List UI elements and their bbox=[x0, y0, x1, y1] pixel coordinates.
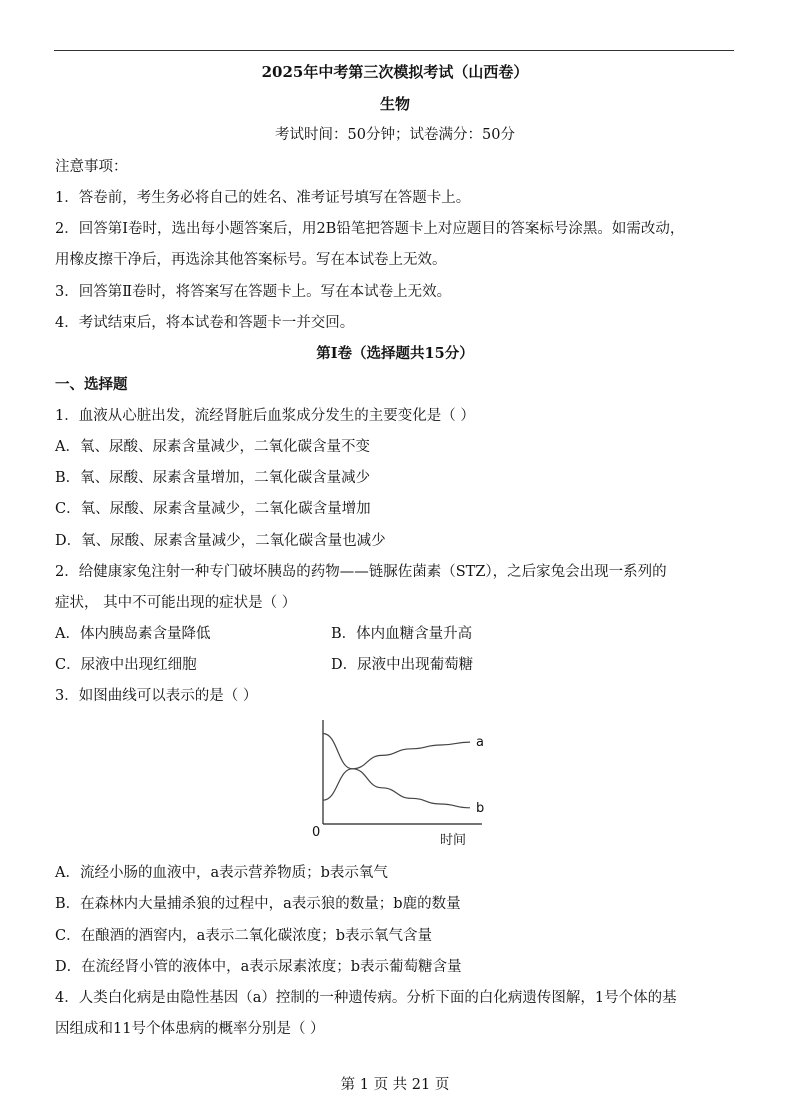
q1-option-a: A．氧、尿酸、尿素含量减少，二氧化碳含量不变 bbox=[55, 439, 370, 455]
q3-option-c: C．在酿酒的酒窖内，a表示二氧化碳浓度；b表示氧气含量 bbox=[55, 928, 433, 944]
q2-stem-cont: 症状， 其中不可能出现的症状是（ ） bbox=[55, 595, 297, 611]
note-item-1: 1．答卷前，考生务必将自己的姓名、准考证号填写在答题卡上。 bbox=[55, 190, 471, 206]
note-item-2: 2．回答第Ⅰ卷时，选出每小题答案后，用2B铅笔把答题卡上对应题目的答案标号涂黑。如需改动， bbox=[55, 221, 685, 237]
series-a-curve bbox=[323, 742, 470, 800]
note-item-3: 3．回答第Ⅱ卷时，将答案写在答题卡上。写在本试卷上无效。 bbox=[55, 284, 452, 300]
note-item-4: 4．考试结束后，将本试卷和答题卡一并交回。 bbox=[55, 315, 355, 331]
exam-info: 考试时间：50分钟；试卷满分：50分 bbox=[275, 127, 515, 143]
q1-option-b: B．氧、尿酸、尿素含量增加，二氧化碳含量减少 bbox=[55, 470, 371, 486]
q1-option-c: C．氧、尿酸、尿素含量减少，二氧化碳含量增加 bbox=[55, 501, 371, 517]
q3-option-d: D．在流经肾小管的液体中，a表示尿素浓度；b表示葡萄糖含量 bbox=[55, 959, 462, 975]
q4-stem-cont: 因组成和11号个体患病的概率分别是（ ） bbox=[55, 1021, 325, 1037]
q3-stem: 3．如图曲线可以表示的是（ ） bbox=[55, 688, 258, 704]
x-axis-label: 时间 bbox=[440, 833, 467, 848]
q2-option-a: A．体内胰岛素含量降低 bbox=[55, 626, 211, 642]
series-a-label: a bbox=[476, 735, 484, 751]
exam-title: 2025年中考第三次模拟考试（山西卷） bbox=[261, 63, 529, 81]
note-item-2-cont: 用橡皮擦干净后，再选涂其他答案标号。写在本试卷上无效。 bbox=[55, 252, 447, 268]
page-footer: 第 1 页 共 21 页 bbox=[340, 1077, 450, 1093]
origin-label: 0 bbox=[312, 825, 321, 840]
header-rule bbox=[54, 50, 734, 51]
q1-stem: 1．血液从心脏出发，流经肾脏后血浆成分发生的主要变化是（ ） bbox=[55, 408, 475, 424]
q1-option-d: D．氧、尿酸、尿素含量减少，二氧化碳含量也减少 bbox=[55, 533, 386, 549]
series-b-label: b bbox=[476, 800, 485, 816]
q3-option-a: A．流经小肠的血液中，a表示营养物质；b表示氧气 bbox=[55, 865, 388, 881]
q2-option-d: D．尿液中出现葡萄糖 bbox=[331, 657, 474, 673]
q4-stem: 4．人类白化病是由隐性基因（a）控制的一种遗传病。分析下面的白化病遗传图解，1号个体的基 bbox=[55, 990, 677, 1006]
notes-heading: 注意事项： bbox=[55, 159, 128, 175]
subject-title: 生物 bbox=[379, 95, 410, 113]
q3-curve-chart bbox=[300, 712, 490, 852]
q3-option-b: B．在森林内大量捕杀狼的过程中，a表示狼的数量；b鹿的数量 bbox=[55, 896, 461, 912]
section-heading: 一、选择题 bbox=[55, 376, 128, 393]
q2-option-b: B．体内血糖含量升高 bbox=[331, 626, 473, 642]
part-title: 第Ⅰ卷（选择题共15分） bbox=[316, 345, 474, 362]
q2-stem: 2．给健康家兔注射一种专门破坏胰岛的药物——链脲佐菌素（STZ），之后家兔会出现一系列的 bbox=[55, 564, 667, 580]
q2-option-c: C．尿液中出现红细胞 bbox=[55, 657, 197, 673]
